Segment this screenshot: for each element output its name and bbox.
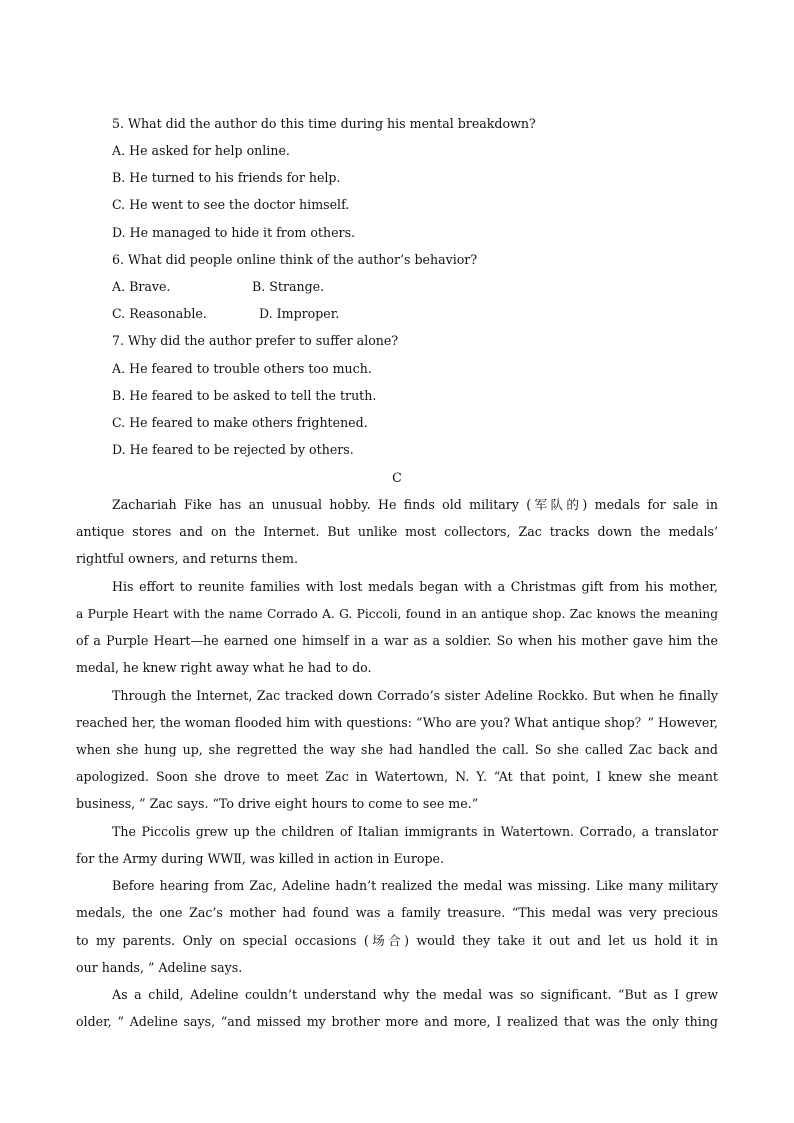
question-5-option-a: A. He asked for help online.	[112, 143, 290, 158]
question-6-options-row-1	[112, 279, 324, 295]
passage-line: for the Army during WWⅡ, was killed in action in Europe.	[76, 851, 444, 866]
passage-line: older, ” Adeline says, “and missed my brother more and more, I realized that was the only thing	[76, 1014, 718, 1029]
question-6-stem: 6. What did people online think of the author’s behavior?	[112, 252, 478, 267]
passage-line: Before hearing from Zac, Adeline hadn’t realized the medal was missing. Like many military	[112, 878, 718, 893]
question-6-options-row-2	[112, 306, 339, 322]
question-5-option-c: C. He went to see the doctor himself.	[112, 197, 350, 212]
question-7-option-c: C. He feared to make others frightened.	[112, 415, 368, 430]
passage-line: antique stores and on the Internet. But unlike most collectors, Zac tracks down the medals’	[76, 524, 718, 539]
question-7-stem: 7. Why did the author prefer to suffer alone?	[112, 333, 399, 348]
passage-line: to my parents. Only on special occasions (场合) would they take it out and let us hold it in	[76, 933, 718, 948]
question-5-stem: 5. What did the author do this time during his mental breakdown?	[112, 116, 536, 131]
question-6-option-c: C. Reasonable.	[112, 306, 207, 321]
question-5-option-d: D. He managed to hide it from others.	[112, 225, 356, 240]
passage-line: Zachariah Fike has an unusual hobby. He finds old military (军队的) medals for sale in	[112, 497, 718, 512]
passage-line: The Piccolis grew up the children of Italian immigrants in Watertown. Corrado, a translator	[112, 824, 718, 839]
passage-line: our hands, ” Adeline says.	[76, 960, 243, 975]
question-6-option-a: A. Brave.	[112, 279, 171, 294]
passage-line: of a Purple Heart—he earned one himself in a war as a soldier. So when his mother gave him the	[76, 633, 718, 648]
question-7-option-d: D. He feared to be rejected by others.	[112, 442, 354, 457]
question-7-option-b: B. He feared to be asked to tell the truth.	[112, 388, 377, 403]
passage-line: Through the Internet, Zac tracked down Corrado’s sister Adeline Rockko. But when he finally	[112, 688, 718, 703]
question-6-option-b: B. Strange.	[252, 279, 325, 294]
passage-line: His effort to reunite families with lost medals began with a Christmas gift from his mother,	[112, 579, 718, 594]
question-5-option-b: B. He turned to his friends for help.	[112, 170, 341, 185]
passage-line: As a child, Adeline couldn’t understand why the medal was so significant. “But as I grew	[112, 987, 718, 1002]
passage-line: medal, he knew right away what he had to do.	[76, 660, 372, 675]
passage-line: a Purple Heart with the name Corrado A. G. Piccoli, found in an antique shop. Zac knows the meaning	[76, 607, 718, 621]
passage-line: business, ” Zac says. “To drive eight hours to come to see me.”	[76, 796, 479, 811]
passage-line: rightful owners, and returns them.	[76, 551, 298, 566]
passage-line: apologized. Soon she drove to meet Zac in Watertown, N. Y. “At that point, I knew she meant	[76, 769, 718, 784]
question-7-option-a: A. He feared to trouble others too much.	[112, 361, 372, 376]
question-6-option-d: D. Improper.	[259, 306, 340, 321]
passage-line: reached her, the woman flooded him with questions: “Who are you? What antique shop？” However,	[76, 715, 718, 730]
section-heading: C	[392, 470, 402, 485]
passage-line: when she hung up, she regretted the way she had handled the call. So she called Zac back and	[76, 742, 718, 757]
passage-line: medals, the one Zac’s mother had found was a family treasure. “This medal was very precious	[76, 905, 718, 920]
